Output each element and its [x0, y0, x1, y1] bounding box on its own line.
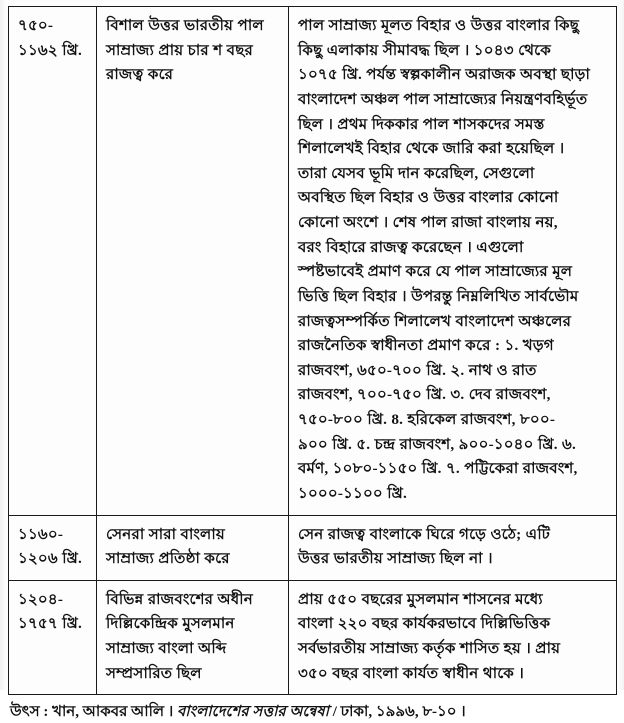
detail-line: বর্মণ, ১০৮০-১১৫০ খ্রি. ৭. পট্টিকেরা রাজবংশ, [298, 460, 578, 478]
source-citation [8, 702, 616, 723]
row-period-cell [9, 580, 97, 695]
period-line: ১৭৫৭ খ্রি. [18, 615, 82, 633]
detail-line: তারা যেসব ভূমি দান করেছিল, সেগুলো [298, 164, 535, 182]
detail-line: কিছু এলাকায় সীমাবদ্ধ ছিল । ১০৪৩ থেকে [298, 41, 551, 59]
row-period-cell [9, 515, 97, 580]
source-title: বাংলাদেশের সত্তার অন্বেষা [176, 704, 330, 721]
summary-line: বিশাল উত্তর ভারতীয় পাল [106, 17, 264, 34]
detail-line: ভিত্তি ছিল বিহার । উপরন্তু নিম্নলিখিত সার্বভৌম [298, 287, 579, 305]
period-line: ১১৬০- [18, 525, 64, 543]
detail-line: ৯০০ খ্রি. ৫. চন্দ্র রাজবংশ, ৯০০-১০৪০ খ্রি. ৬. [298, 435, 576, 453]
summary-line: সম্প্রসারিত ছিল [106, 664, 202, 682]
detail-line: সেন রাজত্ব বাংলাকে ঘিরে গড়ে ওঠে; এটি [298, 525, 551, 543]
detail-line: ৭৫০-৮০০ খ্রি. 8. হরিকেল রাজবংশ, ৮০০- [298, 411, 555, 428]
detail-line: রাজবংশ, ৬৫০-৭০০ খ্রি. ২. নাথ ও রাত [298, 361, 537, 379]
detail-line: প্রায় ৫৫০ বছরের মুসলমান শাসনের মধ্যে [298, 590, 543, 608]
scan-edge-right [618, 0, 624, 690]
table-row [9, 515, 617, 580]
row-detail-cell [289, 580, 617, 695]
period-line: ৭৫০- [18, 17, 54, 34]
detail-line: পাল সাম্রাজ্য মূলত বিহার ও উত্তর বাংলার কিছু [298, 17, 580, 34]
summary-line: দিল্লিকেন্দ্রিক মুসলমান [106, 615, 235, 633]
detail-line: রাজনৈতিক স্বাধীনতা প্রমাণ করে : ১. খড়গ [298, 337, 554, 355]
row-summary-cell [97, 7, 289, 516]
source-label: উৎস : [10, 704, 53, 721]
detail-line: বরং বিহারে রাজত্ব করেছেন । এগুলো [298, 238, 524, 256]
detail-line: ১০৭৫ খ্রি. পর্যন্ত স্বল্পকালীন অরাজক অবস্থা ছাড়া [298, 66, 590, 84]
summary-line: রাজত্ব করে [106, 66, 174, 84]
detail-line: স্পষ্টভাবেই প্রমাণ করে যে পাল সাম্রাজ্যের মূল [298, 263, 573, 281]
detail-line: অবস্থিত ছিল বিহার ও উত্তর বাংলার কোনো [298, 189, 559, 207]
summary-line: বিভিন্ন রাজবংশের অধীন [106, 590, 253, 608]
detail-line: শিলালেখই বিহার থেকে জারি করা হয়েছিল । [298, 140, 565, 158]
detail-line: ৩৫০ বছর বাংলা কার্যত স্বাধীন থাকে । [298, 664, 524, 682]
detail-line: উত্তর ভারতীয় সাম্রাজ্য ছিল না । [298, 550, 493, 568]
source-publication: / ঢাকা, ১৯৯৬, ৮-১০ । [329, 704, 466, 721]
detail-line: বাংলা ২২০ বছর কার্যকরভাবে দিল্লিভিত্তিক [298, 615, 551, 633]
detail-line: সর্বভারতীয় সাম্রাজ্য কর্তৃক শাসিত হয় । প্রায় [298, 640, 561, 657]
detail-line: রাজত্বসম্পর্কিত শিলালেখ বাংলাদেশ অঞ্চলের [298, 312, 572, 330]
detail-line: রাজবংশ, ৭০০-৭৫০ খ্রি. ৩. দেব রাজবংশ, [298, 386, 551, 404]
detail-line: বাংলাদেশ অঞ্চল পাল সাম্রাজ্যের নিয়ন্ত্রণবহির্ভূত [298, 90, 588, 108]
scan-edge-left [0, 0, 6, 690]
table-row [9, 7, 617, 516]
row-detail-cell [289, 515, 617, 580]
row-summary-cell [97, 515, 289, 580]
source-author: খান, আকবর আলি । [52, 704, 177, 721]
table-row [9, 580, 617, 695]
detail-line: কোনো অংশে । শেষ পাল রাজা বাংলায় নয়, [298, 214, 558, 231]
period-line: ১২০৬ খ্রি. [18, 550, 82, 568]
summary-line: সাম্রাজ্য প্রতিষ্ঠা করে [106, 550, 230, 568]
period-line: ১২০৪- [18, 590, 64, 608]
detail-line: ১০০০-১১০০ খ্রি. [298, 484, 407, 502]
row-period-cell [9, 7, 97, 516]
summary-line: সেনরা সারা বাংলায় [106, 525, 225, 543]
summary-line: সাম্রাজ্য প্রায় চার শ বছর [106, 41, 253, 59]
summary-line: সাম্রাজ্য বাংলা অব্দি [106, 640, 227, 657]
detail-line: ছিল । প্রথম দিককার পাল শাসকদের সমস্ত [298, 115, 545, 133]
period-line: ১১৬২ খ্রি. [18, 41, 82, 59]
row-detail-cell [289, 7, 617, 516]
bengali-history-table [8, 6, 617, 695]
row-summary-cell [97, 580, 289, 695]
